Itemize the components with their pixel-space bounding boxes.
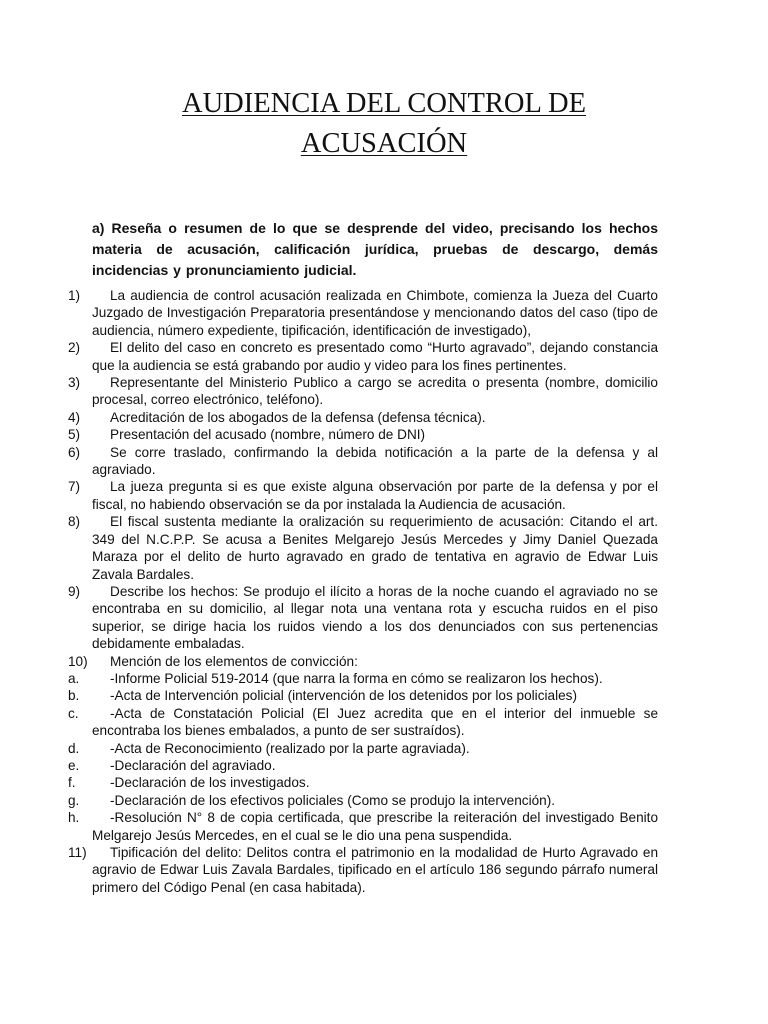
list-item-number: 6): [68, 444, 81, 460]
list-item: [0, 444, 658, 479]
list-item: [0, 792, 658, 809]
list-item-number: 3): [68, 375, 81, 391]
list-item-text: La audiencia de control acusación realizada en Chimbote, comienza la Jueza del Cuarto Juzgado de Investigación Preparatoria presentándose y mencionando datos del caso (tipo de audiencia, número expediente, tipificación, identificación de investigado),: [92, 288, 658, 338]
list-item-text: El fiscal sustenta mediante la oralización su requerimiento de acusación: Citando el art. 349 del N.C.P.P. Se acusa a Benites Melgarejo Jesús Mercedes y Jimy Daniel Quezada Maraza por el delito de hurto agravado en grado de tentativa en agravio de Edwar Luis Zavala Bardales.: [92, 514, 658, 582]
list-item: [0, 478, 658, 513]
list-item: [0, 513, 658, 583]
document-title: [0, 84, 768, 164]
list-item-text: -Declaración de los efectivos policiales (Como se produjo la intervención).: [110, 792, 556, 808]
list-item: [0, 583, 658, 653]
list-item: [0, 687, 658, 704]
list-item-text: Tipificación del delito: Delitos contra el patrimonio en la modalidad de Hurto Agravado en agravio de Edwar Luis Zavala Bardales, tipificado en el artículo 186 segundo párrafo numeral primero del Código Penal (en casa habitada).: [92, 845, 658, 895]
list-item-number: 8): [68, 514, 81, 530]
title-line-2: ACUSACIÓN: [300, 128, 468, 159]
list-item-number: 11): [68, 845, 87, 860]
list-item-number: d.: [68, 740, 80, 756]
list-item-number: b.: [68, 688, 80, 704]
list-item-number: 1): [68, 288, 81, 303]
list-item-number: 5): [68, 427, 81, 443]
list-item: [0, 740, 658, 757]
list-item-text: -Acta de Constatación Policial (El Juez acredita que en el interior del inmueble se encontraba los bienes embalados, a punto de ser sustraídos).: [92, 705, 658, 739]
list-item: [0, 809, 658, 844]
list-item-number: h.: [68, 810, 80, 826]
title-line-1: AUDIENCIA DEL CONTROL DE: [182, 88, 586, 119]
list-item-text: -Declaración de los investigados.: [110, 775, 310, 791]
list-item: [0, 409, 658, 426]
list-item-number: 7): [68, 479, 81, 495]
list-item-number: a.: [68, 670, 80, 686]
list-item: [0, 844, 658, 896]
section-heading: a) Reseña o resumen de lo que se desprende del video, precisando los hechos materia de acusación, calificación jurídica, pruebas de descargo, demás incidencias y pronunciamiento judicial.: [92, 220, 658, 278]
list-item-text: La jueza pregunta si es que existe alguna observación por parte de la defensa y por el fiscal, no habiendo observación se da por instalada la Audiencia de acusación.: [92, 479, 658, 512]
list-item-text: -Acta de Reconocimiento (realizado por la parte agraviada).: [110, 740, 470, 756]
list-item-number: 10): [68, 653, 88, 669]
list-item-number: 4): [68, 409, 81, 425]
list-item-text: Describe los hechos: Se produjo el ilícito a horas de la noche cuando el agraviado no se encontraba en su domicilio, al llegar nota una ventana rota y escucha ruidos en el piso superior, se dirige hacia los ruidos viendo a los dos denunciados con sus pertenencias debidamente embaladas.: [92, 583, 658, 652]
list-item: [0, 287, 658, 339]
numbered-list: [0, 287, 768, 896]
list-item-text: -Declaración del agraviado.: [110, 757, 276, 773]
list-item: [0, 339, 658, 374]
list-item-text: Acreditación de los abogados de la defensa (defensa técnica).: [110, 409, 486, 425]
list-item-text: -Resolución N° 8 de copia certificada, que prescribe la reiteración del investigado Benito Melgarejo Jesús Mercedes, en el cual se le dio una pena suspendida.: [92, 810, 658, 843]
list-item: [0, 653, 658, 670]
list-item-text: Mención de los elementos de convicción:: [110, 653, 358, 669]
list-item-text: El delito del caso en concreto es presentado como “Hurto agravado”, dejando constancia que la audiencia se está grabando por audio y video para los fines pertinentes.: [92, 340, 658, 373]
list-item: [0, 774, 658, 791]
list-item-number: e.: [68, 757, 80, 773]
list-item: [0, 705, 658, 740]
list-item-text: Representante del Ministerio Publico a cargo se acredita o presenta (nombre, domicilio procesal, correo electrónico, teléfono).: [92, 375, 658, 408]
list-item-number: c.: [68, 705, 79, 721]
list-item: [0, 670, 658, 687]
list-item-number: g.: [68, 792, 80, 808]
list-item-number: 2): [68, 340, 81, 356]
list-item-number: 9): [68, 583, 81, 599]
list-item-text: -Acta de Intervención policial (intervención de los detenidos por los policiales): [110, 688, 577, 704]
list-item-text: Presentación del acusado (nombre, número de DNI): [110, 427, 426, 443]
list-item-text: -Informe Policial 519-2014 (que narra la forma en cómo se realizaron los hechos).: [110, 670, 603, 686]
list-item-text: Se corre traslado, confirmando la debida notificación a la parte de la defensa y al agraviado.: [92, 444, 658, 478]
list-item: [0, 374, 658, 409]
list-item-number: f.: [68, 775, 76, 791]
list-item: [0, 426, 658, 443]
list-item: [0, 757, 658, 774]
